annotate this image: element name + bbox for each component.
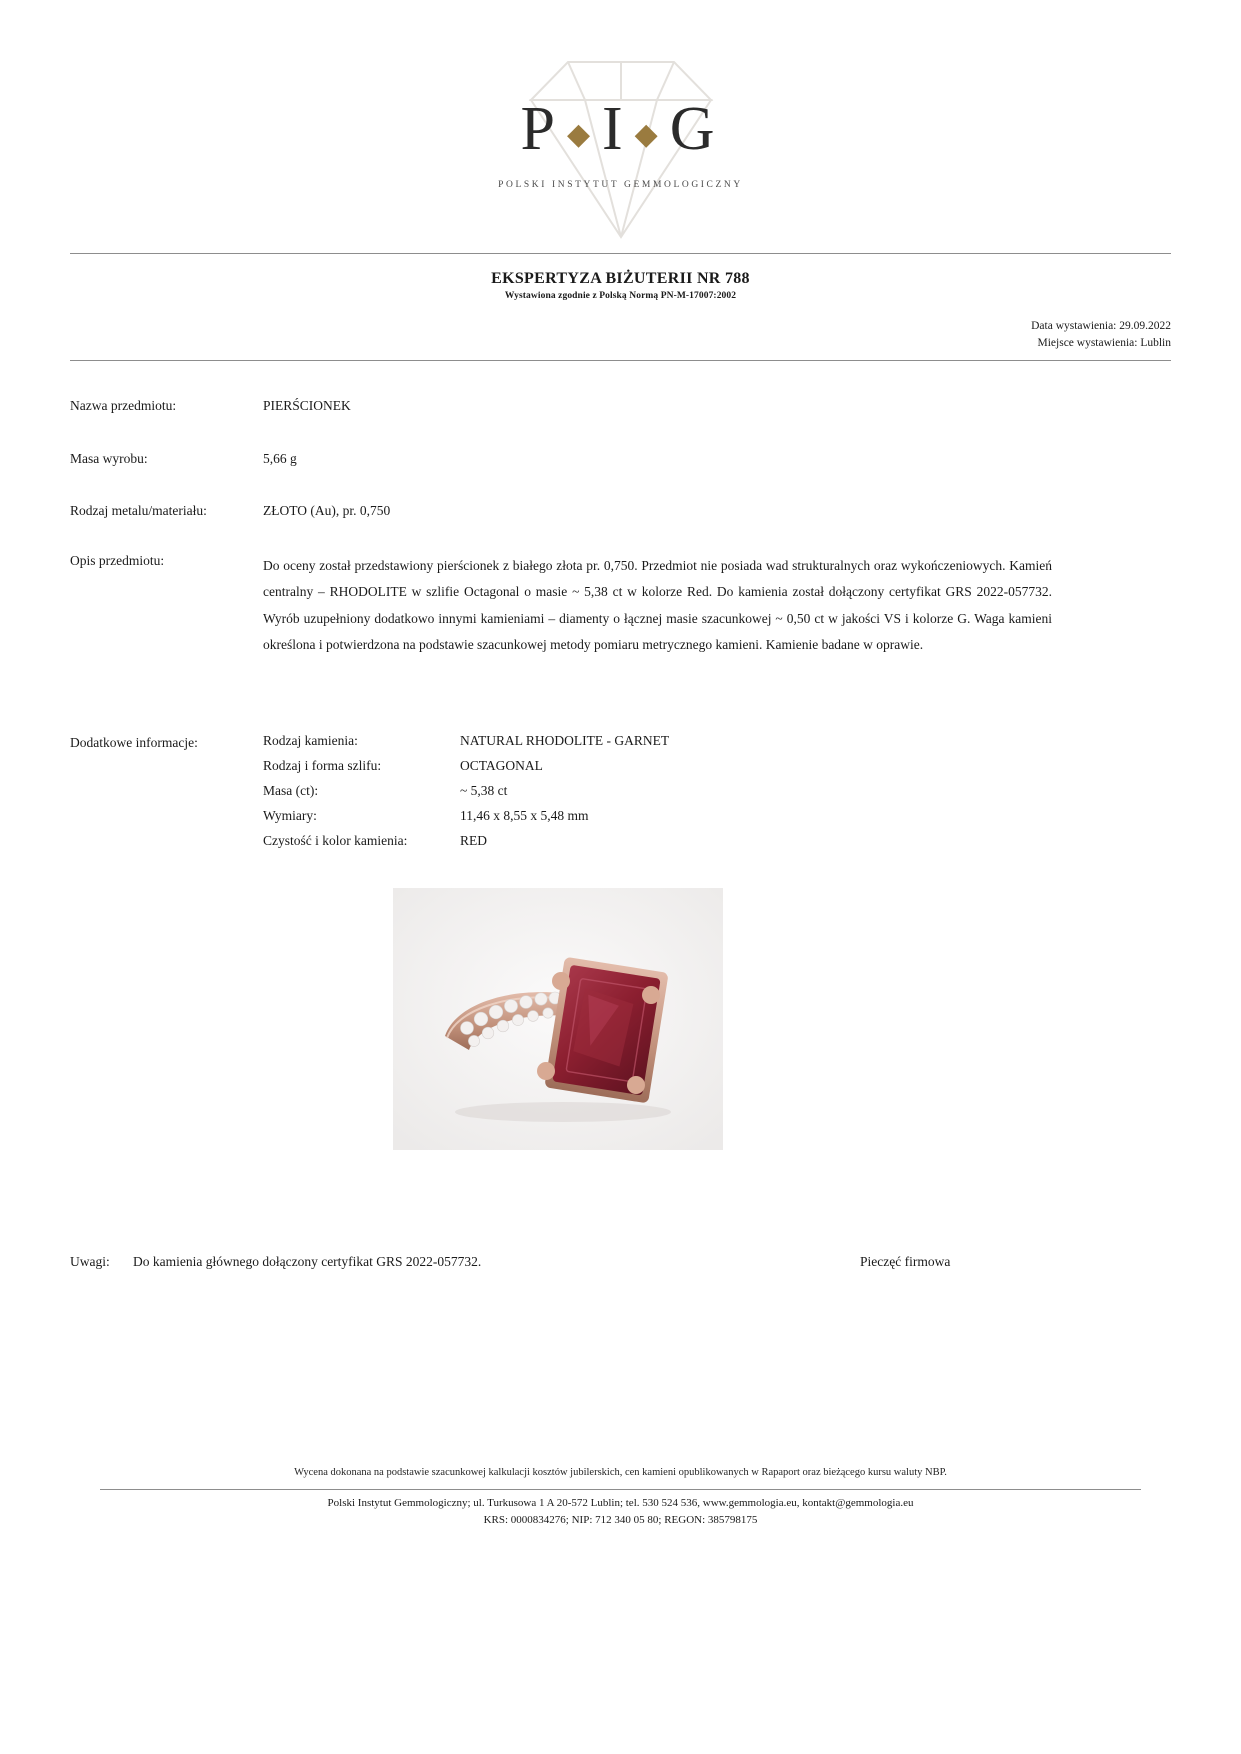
logo-subtitle: POLSKI INSTYTUT GEMMOLOGICZNY xyxy=(498,180,743,190)
issue-info xyxy=(1031,318,1171,351)
field-item-name-label: Nazwa przedmiotu: xyxy=(70,398,177,413)
logo-area xyxy=(0,42,1241,242)
divider-mid xyxy=(70,360,1171,361)
ring-photo-illustration xyxy=(393,888,723,1150)
additional-row-key: Rodzaj i forma szlifu: xyxy=(263,758,382,773)
additional-row-value: NATURAL RHODOLITE - GARNET xyxy=(460,733,670,748)
table-row xyxy=(263,808,669,833)
additional-info-table xyxy=(263,733,669,858)
additional-row-value: 11,46 x 8,55 x 5,48 mm xyxy=(460,808,589,823)
company-stamp-label: Pieczęć firmowa xyxy=(860,1254,951,1269)
additional-row-key: Czystość i kolor kamienia: xyxy=(263,833,408,848)
issue-place: Miejsce wystawienia: Lublin xyxy=(1037,336,1171,349)
additional-row-key: Rodzaj kamienia: xyxy=(263,733,358,748)
additional-row-key: Masa (ct): xyxy=(263,783,319,798)
table-row xyxy=(263,783,669,808)
field-item-name-value: PIERŚCIONEK xyxy=(263,398,351,413)
remarks-text: Do kamienia głównego dołączony certyfikat GRS 2022-057732. xyxy=(133,1254,482,1269)
footer-address-line: Polski Instytut Gemmologiczny; ul. Turkusowa 1 A 20-572 Lublin; tel. 530 524 536, www.gemmologia.eu, kontakt@gemmologia.eu xyxy=(327,1497,914,1509)
field-item-description-value: Do oceny został przedstawiony pierścionek z białego złota pr. 0,750. Przedmiot nie posiada wad strukturalnych oraz wykończeniowych. Kamień centralny – RHODOLITE w szlifie Octagonal o masie ~ 5,38 ct w kolorze Red. Do kamienia został dołączony certyfikat GRS 2022-057732. Wyrób uzupełniony dodatkowo innymi kamieniami – diamenty o łącznej masie szacunkowej ~ 0,50 ct w jakości VS i kolorze G. Waga kamieni określona i potwierdzona na podstawie szacunkowej metody pomiaru metrycznego kamieni. Kamienie badane w oprawie. xyxy=(263,558,1052,652)
additional-row-value: ~ 5,38 ct xyxy=(460,783,508,798)
additional-row-value: OCTAGONAL xyxy=(460,758,543,773)
divider-footer xyxy=(100,1489,1141,1490)
table-row xyxy=(263,758,669,783)
table-row xyxy=(263,833,669,858)
divider-top xyxy=(70,253,1171,254)
field-item-mass-label: Masa wyrobu: xyxy=(70,451,148,466)
additional-row-key: Wymiary: xyxy=(263,808,317,823)
logo-dot-1: ◆ xyxy=(566,118,597,152)
logo-letter-i: I xyxy=(602,95,629,163)
table-row xyxy=(263,733,669,758)
issue-date: Data wystawienia: 29.09.2022 xyxy=(1031,320,1171,332)
footer-registry-line: KRS: 0000834276; NIP: 712 340 05 80; REGON: 385798175 xyxy=(483,1514,758,1527)
document-title-block xyxy=(0,270,1241,301)
field-item-mass-value: 5,66 g xyxy=(263,451,297,466)
logo-letters xyxy=(456,94,786,165)
field-item-metal-label: Rodzaj metalu/materiału: xyxy=(70,503,207,518)
logo-letter-g: G xyxy=(669,95,721,163)
logo-letter-p: P xyxy=(520,95,561,163)
additional-info-label: Dodatkowe informacje: xyxy=(70,735,198,750)
additional-row-value: RED xyxy=(460,833,487,848)
page-title: EKSPERTYZA BIŻUTERII NR 788 xyxy=(491,270,750,287)
logo xyxy=(456,42,786,242)
remarks-label: Uwagi: xyxy=(70,1254,110,1269)
field-item-metal-value: ZŁOTO (Au), pr. 0,750 xyxy=(263,503,391,518)
item-photo xyxy=(393,888,723,1150)
footer-contact xyxy=(0,1495,1241,1529)
logo-dot-2: ◆ xyxy=(634,118,664,152)
field-item-description-label: Opis przedmiotu: xyxy=(70,553,165,568)
footer-note: Wycena dokonana na podstawie szacunkowej kalkulacji kosztów jubilerskich, cen kamieni opublikowanych w Rapaport oraz bieżącego kursu waluty NBP. xyxy=(294,1467,947,1478)
page-subtitle: Wystawiona zgodnie z Polską Normą PN-M-17007:2002 xyxy=(504,291,737,301)
